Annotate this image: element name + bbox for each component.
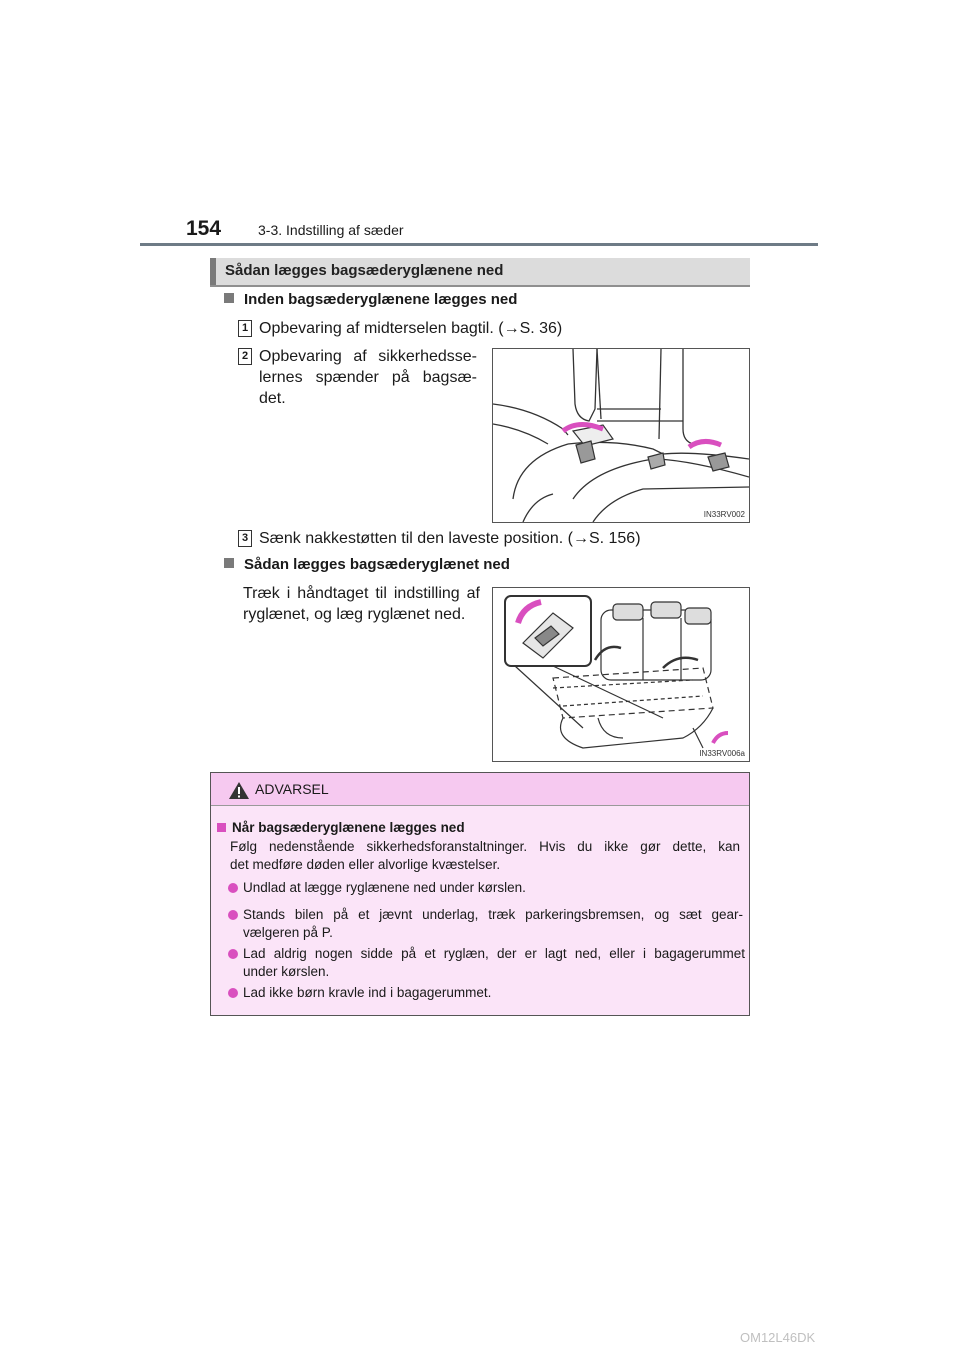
section-title: Sådan lægges bagsæderyglænene ned bbox=[225, 262, 504, 279]
chapter-title: 3-3. Indstilling af sæder bbox=[258, 222, 404, 238]
square-bullet-icon bbox=[224, 558, 234, 568]
figure-code-1: IN33RV002 bbox=[703, 510, 745, 519]
subheading-fold-text: Sådan lægges bagsæderyglænet ned bbox=[244, 556, 510, 573]
warning-heading: Når bagsæderyglænene lægges ned bbox=[217, 819, 465, 837]
step-number-2: 2 bbox=[238, 348, 252, 365]
subheading-fold bbox=[224, 556, 510, 573]
seat-fold-illustration bbox=[493, 588, 749, 761]
page-number: 154 bbox=[186, 217, 222, 240]
warning-body bbox=[211, 806, 749, 1015]
section-heading bbox=[210, 258, 750, 287]
bullet-dot-icon bbox=[228, 910, 238, 920]
subheading-before bbox=[224, 291, 517, 308]
warning-bullet-3: Lad aldrig nogen sidde på et ryglæn, der er lagt ned, eller i bagagerummet under kørslen. bbox=[243, 946, 745, 979]
step-2-text: Opbevaring af sikkerhedsse- lernes spænder på bagsæ- det. bbox=[259, 348, 477, 407]
bullet-dot-icon bbox=[228, 883, 238, 893]
warning-triangle-icon bbox=[228, 781, 250, 800]
header-rule bbox=[140, 243, 818, 246]
figure-fold-seatback bbox=[492, 587, 750, 762]
bullet-dot-icon bbox=[228, 949, 238, 959]
footer-code: OM12L46DK bbox=[740, 1330, 816, 1345]
warning-bullet-1: Undlad at lægge ryglænene ned under kørslen. bbox=[243, 880, 526, 895]
warning-label: ADVARSEL bbox=[255, 781, 329, 797]
warning-bullet-2: Stands bilen på et jævnt underlag, træk parkeringsbremsen, og sæt gear- vælgeren på P. bbox=[243, 907, 743, 940]
figure-seatbelt-buckles bbox=[492, 348, 750, 523]
step-number-1: 1 bbox=[238, 320, 252, 337]
warning-box bbox=[210, 772, 750, 1016]
step-3-text: Sænk nakkestøtten til den laveste position. (→S. 156) bbox=[259, 530, 641, 547]
fold-text: Træk i håndtaget til indstilling af ryglænet, og læg ryglænet ned. bbox=[243, 585, 480, 623]
step-1-text: Opbevaring af midterselen bagtil. (→S. 36) bbox=[259, 320, 563, 337]
figure-code-2: IN33RV006a bbox=[699, 749, 745, 758]
bullet-dot-icon bbox=[228, 988, 238, 998]
warning-bullet-4: Lad ikke børn kravle ind i bagagerummet. bbox=[243, 985, 492, 1000]
subheading-before-text: Inden bagsæderyglænene lægges ned bbox=[244, 291, 518, 308]
warning-intro: Følg nedenstående sikkerhedsforanstaltninger. Hvis du ikke gør dette, kan det medføre døden eller alvorlige kvæstelser. bbox=[230, 839, 740, 872]
square-bullet-icon bbox=[217, 823, 226, 832]
warning-header bbox=[211, 773, 749, 806]
section-heading-bar bbox=[210, 258, 216, 285]
step-number-3: 3 bbox=[238, 530, 252, 547]
seatbelt-buckles-illustration bbox=[493, 349, 749, 522]
square-bullet-icon bbox=[224, 293, 234, 303]
